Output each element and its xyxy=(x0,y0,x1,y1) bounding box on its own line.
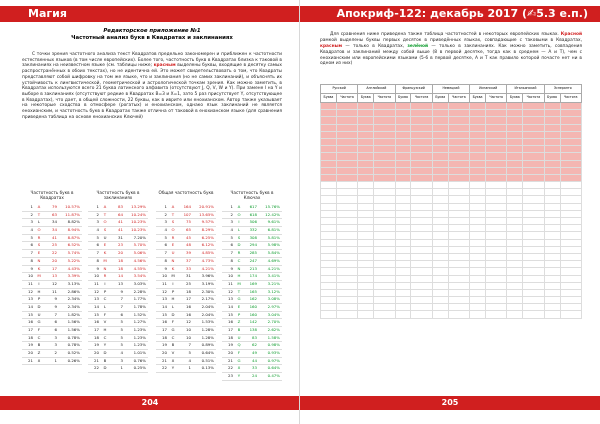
table-row: 13 G 162 3.08% xyxy=(222,296,282,304)
table-row: 20 V 5 0.64% xyxy=(156,350,216,358)
table-row: 4 L 332 6.81% xyxy=(222,227,282,235)
table-row: 22 Y 1 0.13% xyxy=(156,365,216,373)
table-row: 18 C 10 1.28% xyxy=(156,335,216,343)
table-row: 14 L 16 2.04% xyxy=(156,304,216,312)
table-row: 18 C 3 0.78% xyxy=(22,335,82,343)
table-row: 11 I 25 3.19% xyxy=(156,281,216,289)
table-row: 7 K 20 5.06% xyxy=(88,250,148,258)
intro-paragraph: С точки зрения частотного анализа текст Квадратов предельно закономерен и приближен к частотности естественных языков (в том числе европейских). Более того, частотность букв в Квадратах близка к таковой в заклинаниях на неизвестном языке (см. таблицы ниже; красным выделены буквы, входящие в десятку самых распространённых в обоих текстах), но не идентична ей. Это может свидетельствовать о том, что Квадраты представляют собой шифровку на том же языке, что и заклинания (но не самих заклинаний), и объяснять их устойчивость к лингвистической, геометрической и астрологической точкам зрения. Как можно заметить, в Квадратах используются всего 21 буква латинского алфавита (отсутствуют J, Q, V, W и Y). При замене I на Y и выборе в заклинаниях (отсутствуют редкие в Квадратах В=3 и Х=1, зато 5 раз присутствует Y, отсутствующее в Квадратах), что дает, в общей сложности, 22 буквы, как в иврите или енохианском. Автор также указывает на некоторые сходства в отмосфере (рогатых) и енохианском, однако язык заклинаний не является енохианским, и частотность букв в Квадратах также отлична от таковой в енохианском языке (для сравнения приведена таблица на основе енохианских Ключей) xyxy=(22,52,282,120)
frequency-table xyxy=(22,190,82,365)
table-row: 14 L 7 1.78% xyxy=(88,304,148,312)
table-row xyxy=(321,167,582,174)
table-row: 19 Q 62 0.98% xyxy=(222,342,282,350)
table-row xyxy=(321,289,582,296)
table-row xyxy=(321,203,582,210)
table-row: 14 E 160 2.97% xyxy=(222,304,282,312)
table-row: 8 C 247 4.69% xyxy=(222,258,282,266)
table-row: 9 K 17 4.43% xyxy=(22,266,82,274)
frequency-table-title: Частотность букв в заклинаниях xyxy=(96,190,140,200)
table-row: 22 D 1 0.25% xyxy=(88,365,148,373)
table-row xyxy=(321,218,582,225)
table-row xyxy=(321,153,582,160)
language-header: Русский xyxy=(321,85,358,94)
table-row xyxy=(321,196,582,203)
table-row: 20 Z 2 0.52% xyxy=(22,350,82,358)
table-row: 4 O 65 8.29% xyxy=(156,227,216,235)
table-row xyxy=(321,282,582,289)
table-row: 18 C 5 1.23% xyxy=(88,335,148,343)
table-row xyxy=(321,189,582,196)
language-header: Немецкий xyxy=(432,85,469,94)
frequency-table xyxy=(222,190,282,381)
table-row: 15 D 16 2.04% xyxy=(156,312,216,320)
table-row xyxy=(321,124,582,131)
table-row: 2 T 107 13.65% xyxy=(156,212,216,220)
table-row: 13 C 7 1.77% xyxy=(88,296,148,304)
table-row xyxy=(321,304,582,311)
right-page-header: Апокриф-122: декабрь 2017 (✍5.3 е.п.) xyxy=(300,6,600,22)
table-row: 8 N 20 5.22% xyxy=(22,258,82,266)
table-row: 4 O 34 8.94% xyxy=(22,227,82,235)
frequency-table xyxy=(88,190,148,373)
table-row: 1 A 83 13.29% xyxy=(88,204,148,212)
table-row: 15 U 7 1.82% xyxy=(22,312,82,320)
table-row xyxy=(321,138,582,145)
table-row: 2 T 64 10.24% xyxy=(88,212,148,220)
table-row: 11 M 169 3.21% xyxy=(222,281,282,289)
right-page-number: 205 xyxy=(300,396,600,410)
table-row: 12 P 9 2.28% xyxy=(88,289,148,297)
table-row: 20 F 49 0.93% xyxy=(222,350,282,358)
table-row: 11 I 12 3.13% xyxy=(22,281,82,289)
table-row: 5 U 31 7.20% xyxy=(88,235,148,243)
table-row: 22 X 33 0.64% xyxy=(222,365,282,373)
table-row: 21 X 1 0.26% xyxy=(22,358,82,366)
table-row xyxy=(321,103,582,110)
table-row: 6 E 48 6.12% xyxy=(156,242,216,250)
table-row: 8 M 18 4.56% xyxy=(88,258,148,266)
language-frequency-table xyxy=(320,84,582,319)
left-page-number: 204 xyxy=(0,396,300,410)
table-row: 5 R 45 6.25% xyxy=(156,235,216,243)
table-row xyxy=(321,160,582,167)
table-row xyxy=(321,232,582,239)
table-row: 7 U 39 4.85% xyxy=(156,250,216,258)
left-page-header: Магия xyxy=(0,6,300,22)
table-row: 16 V 5 1.27% xyxy=(88,319,148,327)
table-row: 1 A 79 10.57% xyxy=(22,204,82,212)
table-row: 16 F 12 1.53% xyxy=(156,319,216,327)
table-subheader-row: Буква Частота Буква Частота Буква Частота Буква Частота Буква Частота Буква Частота Буква Частота xyxy=(321,94,582,103)
table-row xyxy=(321,275,582,282)
appendix-supertitle: Редакторское приложение №1 xyxy=(103,28,201,34)
table-row: 12 P 18 2.30% xyxy=(156,289,216,297)
language-header: Итальянский xyxy=(507,85,544,94)
table-row xyxy=(321,131,582,138)
table-row: 9 N 18 4.55% xyxy=(88,266,148,274)
table-row: 6 D 294 5.98% xyxy=(222,242,282,250)
table-row xyxy=(321,210,582,217)
table-row: 2 T 63 11.87% xyxy=(22,212,82,220)
article-body xyxy=(22,28,282,125)
table-row: 3 S 75 9.57% xyxy=(156,219,216,227)
table-row: 3 O 41 10.23% xyxy=(88,219,148,227)
table-row: 3 L 34 8.82% xyxy=(22,219,82,227)
table-row xyxy=(321,297,582,304)
language-header: Эсперанто xyxy=(544,85,581,94)
table-row: 6 S 25 6.52% xyxy=(22,242,82,250)
table-row: 5 S 308 5.81% xyxy=(222,235,282,243)
table-row xyxy=(321,117,582,124)
comparison-paragraph: Для сравнения ниже приведена также таблица частотностей в некоторых европейских языках. Красной рамкой выделены буквы первых десяток в приведённых языках, совпадающие с таковыми в Квадратах, красным — только в Квадратах, зелёной — только в заклинаниях. Как можно заметить, совпадения Квадратов и заклинаний между собой выше (8 в первой десятке, тогда как в среднем — А и Т), чем с енохианским или европейскими языками (5-6 в первой десятке, А и Т как правило которой почасте нет ни в одном из них) xyxy=(320,32,582,67)
table-row: 13 H 17 2.17% xyxy=(156,296,216,304)
table-row: 5 R 41 8.87% xyxy=(22,235,82,243)
language-header: Английский xyxy=(358,85,395,94)
language-header: Испанский xyxy=(470,85,507,94)
table-row xyxy=(321,225,582,232)
table-row: 10 R 14 3.54% xyxy=(88,273,148,281)
table-row xyxy=(321,253,582,260)
table-row: 16 G 6 1.56% xyxy=(22,319,82,327)
table-row xyxy=(321,268,582,275)
table-row xyxy=(321,261,582,268)
table-row: 21 G 44 0.97% xyxy=(222,358,282,366)
table-row: 20 D 4 1.01% xyxy=(88,350,148,358)
frequency-table-title: Общая частотность букв xyxy=(158,190,214,195)
table-row: 23 Y 24 0.47% xyxy=(222,373,282,381)
frequency-table-title: Частотность букв в Квадратах xyxy=(30,190,74,200)
table-row: 21 X 4 0.51% xyxy=(156,358,216,366)
table-row: 14 D 9 2.34% xyxy=(22,304,82,312)
table-row: 19 B 7 0.89% xyxy=(156,342,216,350)
comparison-intro xyxy=(320,28,582,71)
table-row xyxy=(321,239,582,246)
table-row: 17 G 10 1.28% xyxy=(156,327,216,335)
table-row: 3 I 506 9.61% xyxy=(222,219,282,227)
table-header-row xyxy=(321,85,582,94)
table-row xyxy=(321,146,582,153)
table-row xyxy=(321,174,582,181)
table-row: 17 B 138 2.62% xyxy=(222,327,282,335)
table-row: 8 N 37 4.73% xyxy=(156,258,216,266)
table-row xyxy=(321,246,582,253)
table-row: 1 A 617 15.76% xyxy=(222,204,282,212)
table-row: 7 E 22 5.74% xyxy=(22,250,82,258)
table-row: 13 P 9 2.34% xyxy=(22,296,82,304)
frequency-table-title: Частотность букв в Ключах xyxy=(230,190,274,200)
table-row: 16 Z 142 2.70% xyxy=(222,319,282,327)
table-row: 10 M 31 3.96% xyxy=(156,273,216,281)
table-row: 12 H 11 2.86% xyxy=(22,289,82,297)
table-row: 7 R 285 5.84% xyxy=(222,250,282,258)
right-page xyxy=(300,0,600,424)
table-row: 1 A 164 20.91% xyxy=(156,204,216,212)
appendix-title: Частотный анализ букв в Квадратах и заклинаниях xyxy=(71,35,233,41)
table-row xyxy=(321,311,582,318)
table-row: 17 F 6 1.56% xyxy=(22,327,82,335)
table-row xyxy=(321,182,582,189)
language-header: Французский xyxy=(395,85,432,94)
table-row: 4 S 41 10.23% xyxy=(88,227,148,235)
table-row: 15 F 6 1.52% xyxy=(88,312,148,320)
table-row: 6 E 23 5.70% xyxy=(88,242,148,250)
table-row: 18 U 83 1.58% xyxy=(222,335,282,343)
table-row: 11 I 13 3.03% xyxy=(88,281,148,289)
table-row: 21 B 3 0.76% xyxy=(88,358,148,366)
frequency-tables xyxy=(22,190,284,379)
table-row: 12 T 165 3.12% xyxy=(222,289,282,297)
table-row: 17 H 5 1.23% xyxy=(88,327,148,335)
table-row: 19 Y 5 1.23% xyxy=(88,342,148,350)
table-row: 10 H 174 3.41% xyxy=(222,273,282,281)
table-row: 10 M 13 3.39% xyxy=(22,273,82,281)
table-row: 9 K 33 4.21% xyxy=(156,266,216,274)
table-row: 15 P 160 3.04% xyxy=(222,312,282,320)
frequency-table xyxy=(156,190,216,373)
table-row: 2 O 618 12.42% xyxy=(222,212,282,220)
table-row: 9 N 213 4.21% xyxy=(222,266,282,274)
table-row: 19 B 3 0.78% xyxy=(22,342,82,350)
table-row xyxy=(321,110,582,117)
